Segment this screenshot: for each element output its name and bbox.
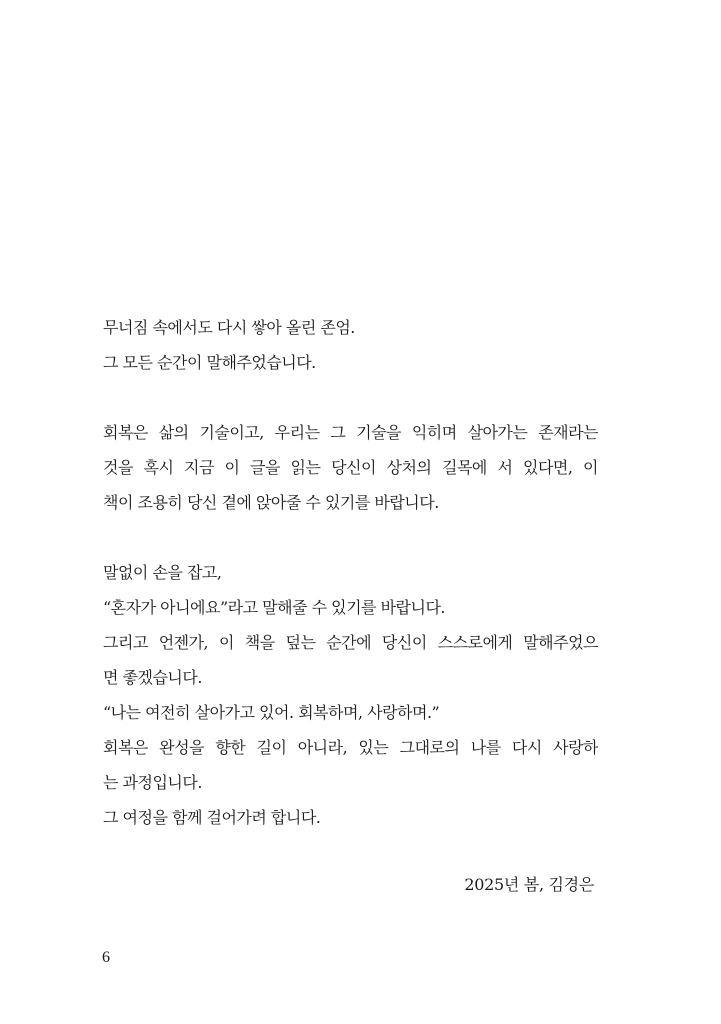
text-line: 말없이 손을 잡고, (103, 563, 222, 582)
paragraph-1 (103, 310, 598, 380)
text-line: 회복은 완성을 향한 길이 아니라, 있는 그대로의 나를 다시 사랑하 (103, 738, 598, 757)
body-text (103, 310, 598, 835)
paragraph-gap (103, 520, 598, 555)
text-line: 는 과정입니다. (103, 773, 202, 792)
author-signature: 2025년 봄, 김경은 (464, 875, 594, 894)
text-line: 무너짐 속에서도 다시 쌓아 올린 존엄. (103, 318, 355, 337)
text-line: 그 모든 순간이 말해주었습니다. (103, 353, 316, 372)
text-line: 것을 혹시 지금 이 글을 읽는 당신이 상처의 길목에 서 있다면, 이 (103, 458, 598, 477)
text-line: 그리고 언젠가, 이 책을 덮는 순간에 당신이 스스로에게 말해주었으 (103, 633, 598, 652)
text-line: 그 여정을 함께 걸어가려 합니다. (103, 808, 321, 827)
text-line: 면 좋겠습니다. (103, 668, 202, 687)
text-line: “혼자가 아니에요”라고 말해줄 수 있기를 바랍니다. (103, 598, 445, 617)
page-number: 6 (102, 949, 110, 966)
text-line: 책이 조용히 당신 곁에 앉아줄 수 있기를 바랍니다. (103, 493, 439, 512)
text-line: 회복은 삶의 기술이고, 우리는 그 기술을 익히며 살아가는 존재라는 (103, 423, 598, 442)
text-line: “나는 여전히 살아가고 있어. 회복하며, 사랑하며.” (103, 703, 440, 722)
paragraph-2 (103, 415, 598, 520)
paragraph-3 (103, 555, 598, 835)
paragraph-gap (103, 380, 598, 415)
